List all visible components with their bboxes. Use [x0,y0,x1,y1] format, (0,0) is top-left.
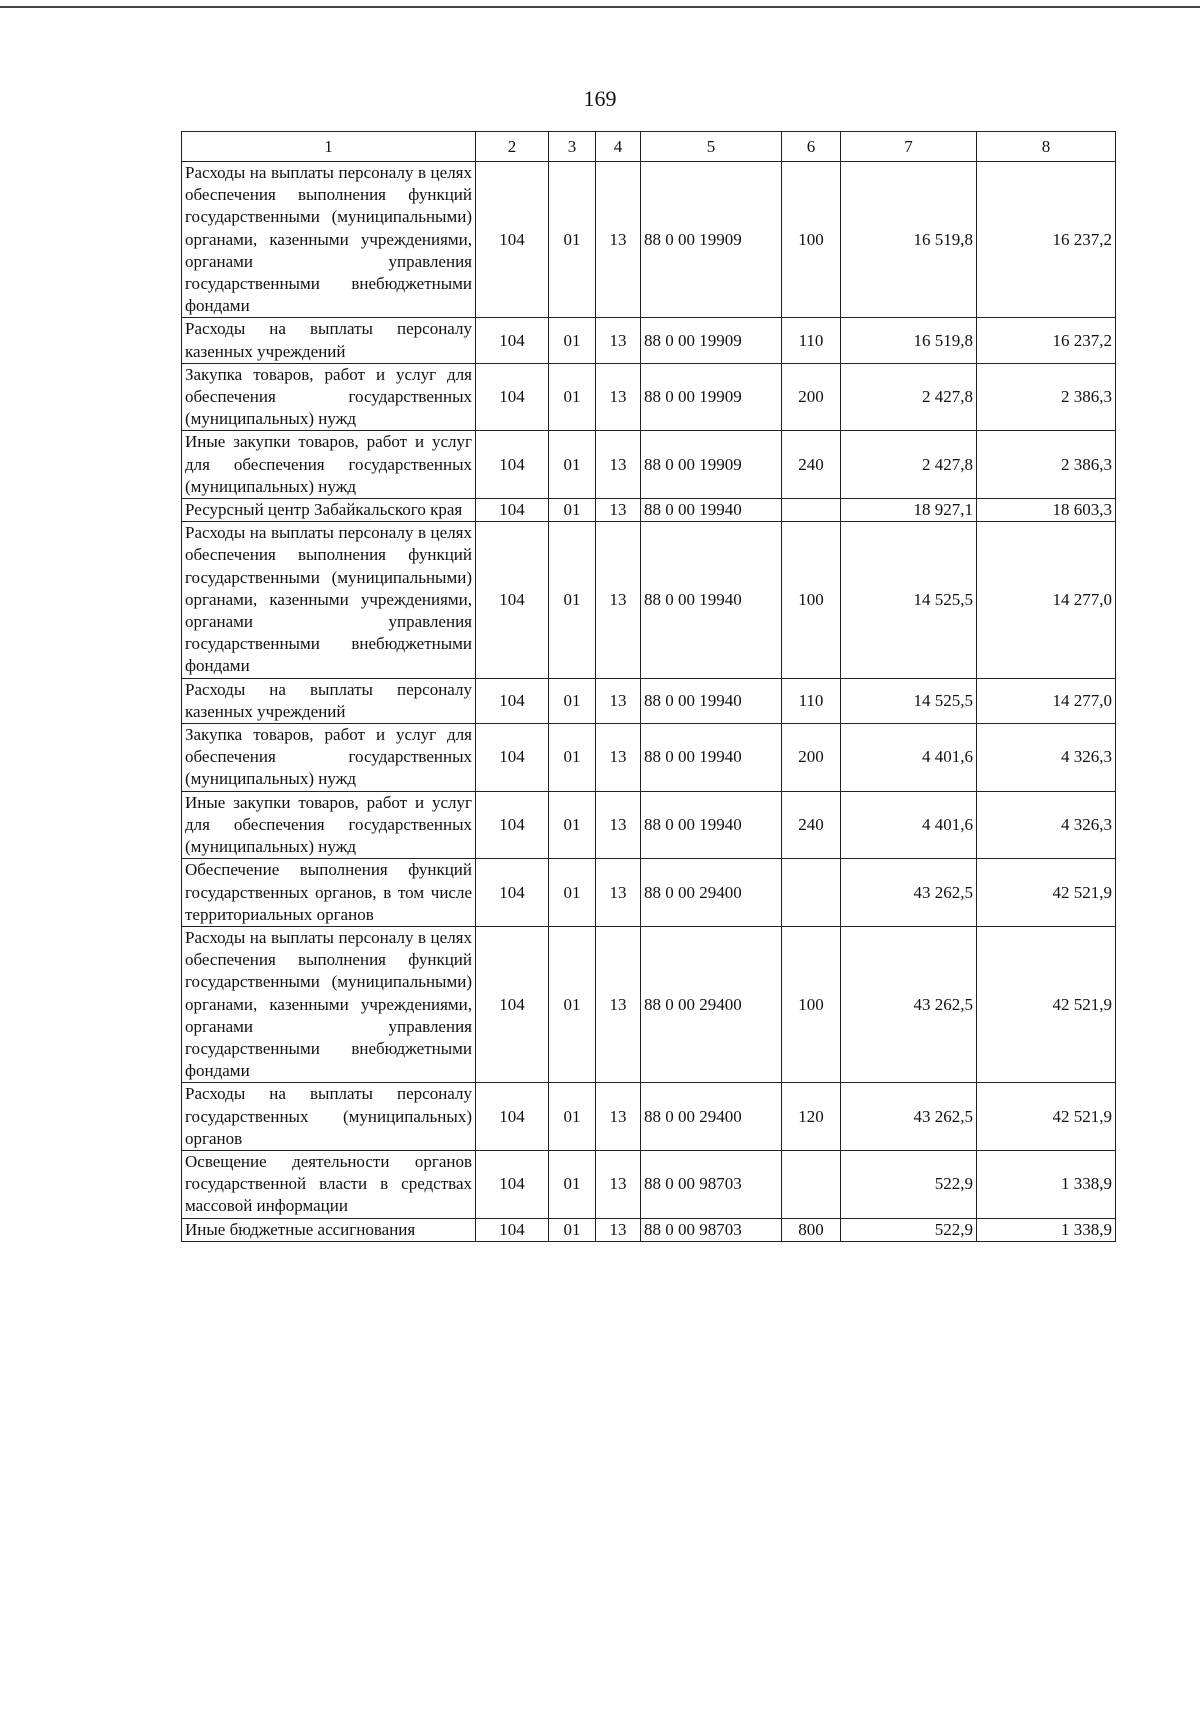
column-header-7: 7 [841,132,977,162]
row-vr: 100 [782,926,841,1082]
row-rz: 01 [549,499,596,522]
row-csr: 88 0 00 19909 [641,431,782,499]
row-name: Расходы на выплаты персоналу в целях обеспечения выполнения функций государственными (муниципальными) органами, казенными учреждениями, органами управления государственными внебюджетными фондами [182,522,476,678]
row-name: Расходы на выплаты персоналу казенных учреждений [182,678,476,723]
header-row [182,132,1116,162]
row-sum-1: 2 427,8 [841,431,977,499]
row-sum-2: 14 277,0 [977,678,1116,723]
row-vr: 200 [782,724,841,792]
row-name: Расходы на выплаты персоналу казенных учреждений [182,318,476,363]
row-pr: 13 [596,1218,641,1241]
row-sum-2: 14 277,0 [977,522,1116,678]
row-pr: 13 [596,791,641,859]
row-sum-1: 522,9 [841,1218,977,1241]
row-rz: 01 [549,522,596,678]
row-ved: 104 [476,724,549,792]
row-pr: 13 [596,1083,641,1151]
row-pr: 13 [596,678,641,723]
table-row [182,926,1116,1082]
row-sum-2: 18 603,3 [977,499,1116,522]
row-ved: 104 [476,318,549,363]
row-csr: 88 0 00 29400 [641,859,782,927]
row-name: Ресурсный центр Забайкальского края [182,499,476,522]
column-header-3: 3 [549,132,596,162]
row-csr: 88 0 00 19940 [641,678,782,723]
row-name: Закупка товаров, работ и услуг для обеспечения государственных (муниципальных) нужд [182,363,476,431]
row-pr: 13 [596,318,641,363]
row-sum-1: 4 401,6 [841,791,977,859]
row-pr: 13 [596,926,641,1082]
row-ved: 104 [476,522,549,678]
column-header-5: 5 [641,132,782,162]
row-name: Обеспечение выполнения функций государственных органов, в том числе территориальных органов [182,859,476,927]
row-ved: 104 [476,431,549,499]
row-sum-2: 42 521,9 [977,1083,1116,1151]
row-name: Расходы на выплаты персоналу в целях обеспечения выполнения функций государственными (муниципальными) органами, казенными учреждениями, органами управления государственными внебюджетными фондами [182,926,476,1082]
row-pr: 13 [596,363,641,431]
row-pr: 13 [596,162,641,318]
row-pr: 13 [596,499,641,522]
table-row [182,1083,1116,1151]
row-csr: 88 0 00 29400 [641,1083,782,1151]
row-csr: 88 0 00 19940 [641,522,782,678]
table-row [182,1150,1116,1218]
row-sum-2: 1 338,9 [977,1218,1116,1241]
row-sum-1: 18 927,1 [841,499,977,522]
row-csr: 88 0 00 19940 [641,724,782,792]
row-rz: 01 [549,1150,596,1218]
row-ved: 104 [476,1218,549,1241]
row-vr: 240 [782,431,841,499]
column-header-2: 2 [476,132,549,162]
row-ved: 104 [476,162,549,318]
row-sum-2: 42 521,9 [977,859,1116,927]
row-vr: 110 [782,318,841,363]
row-csr: 88 0 00 19940 [641,791,782,859]
table-row [182,791,1116,859]
row-sum-2: 2 386,3 [977,431,1116,499]
row-vr [782,1150,841,1218]
row-vr: 800 [782,1218,841,1241]
row-pr: 13 [596,859,641,927]
table-row [182,318,1116,363]
row-csr: 88 0 00 98703 [641,1150,782,1218]
row-sum-1: 43 262,5 [841,859,977,927]
column-header-4: 4 [596,132,641,162]
table-row [182,1218,1116,1241]
table-row [182,859,1116,927]
row-sum-2: 42 521,9 [977,926,1116,1082]
row-name: Расходы на выплаты персоналу в целях обеспечения выполнения функций государственными (муниципальными) органами, казенными учреждениями, органами управления государственными внебюджетными фондами [182,162,476,318]
row-ved: 104 [476,363,549,431]
row-sum-2: 16 237,2 [977,318,1116,363]
row-rz: 01 [549,724,596,792]
row-pr: 13 [596,1150,641,1218]
row-rz: 01 [549,363,596,431]
row-sum-1: 4 401,6 [841,724,977,792]
table-row [182,499,1116,522]
row-rz: 01 [549,1218,596,1241]
row-sum-1: 14 525,5 [841,678,977,723]
row-vr: 240 [782,791,841,859]
row-sum-1: 14 525,5 [841,522,977,678]
top-rule [0,6,1200,8]
table-header [182,132,1116,162]
column-header-8: 8 [977,132,1116,162]
row-ved: 104 [476,791,549,859]
row-sum-2: 16 237,2 [977,162,1116,318]
row-rz: 01 [549,1083,596,1151]
row-rz: 01 [549,431,596,499]
row-vr: 200 [782,363,841,431]
row-ved: 104 [476,499,549,522]
row-rz: 01 [549,926,596,1082]
row-vr: 110 [782,678,841,723]
table-row [182,678,1116,723]
row-sum-1: 16 519,8 [841,162,977,318]
row-name: Иные бюджетные ассигнования [182,1218,476,1241]
row-vr [782,499,841,522]
table-row [182,363,1116,431]
row-csr: 88 0 00 19940 [641,499,782,522]
row-csr: 88 0 00 19909 [641,363,782,431]
column-header-6: 6 [782,132,841,162]
table-row [182,162,1116,318]
budget-table [181,131,1116,1242]
row-name: Иные закупки товаров, работ и услуг для обеспечения государственных (муниципальных) нужд [182,431,476,499]
row-sum-1: 43 262,5 [841,1083,977,1151]
row-vr [782,859,841,927]
page-number: 169 [583,86,617,111]
row-pr: 13 [596,431,641,499]
row-name: Закупка товаров, работ и услуг для обеспечения государственных (муниципальных) нужд [182,724,476,792]
row-csr: 88 0 00 19909 [641,318,782,363]
row-rz: 01 [549,678,596,723]
row-pr: 13 [596,522,641,678]
row-vr: 120 [782,1083,841,1151]
row-vr: 100 [782,522,841,678]
row-ved: 104 [476,1083,549,1151]
table-body [182,162,1116,1242]
row-csr: 88 0 00 98703 [641,1218,782,1241]
row-sum-2: 2 386,3 [977,363,1116,431]
row-sum-2: 1 338,9 [977,1150,1116,1218]
row-csr: 88 0 00 29400 [641,926,782,1082]
row-sum-1: 522,9 [841,1150,977,1218]
row-name: Расходы на выплаты персоналу государственных (муниципальных) органов [182,1083,476,1151]
row-ved: 104 [476,678,549,723]
row-name: Освещение деятельности органов государственной власти в средствах массовой информации [182,1150,476,1218]
row-rz: 01 [549,859,596,927]
row-ved: 104 [476,859,549,927]
row-sum-2: 4 326,3 [977,791,1116,859]
row-sum-1: 16 519,8 [841,318,977,363]
row-ved: 104 [476,1150,549,1218]
row-rz: 01 [549,791,596,859]
table-row [182,522,1116,678]
table-row [182,431,1116,499]
row-rz: 01 [549,318,596,363]
row-sum-1: 2 427,8 [841,363,977,431]
row-pr: 13 [596,724,641,792]
table-row [182,724,1116,792]
row-ved: 104 [476,926,549,1082]
row-csr: 88 0 00 19909 [641,162,782,318]
row-rz: 01 [549,162,596,318]
row-name: Иные закупки товаров, работ и услуг для обеспечения государственных (муниципальных) нужд [182,791,476,859]
row-vr: 100 [782,162,841,318]
row-sum-2: 4 326,3 [977,724,1116,792]
row-sum-1: 43 262,5 [841,926,977,1082]
column-header-1: 1 [182,132,476,162]
